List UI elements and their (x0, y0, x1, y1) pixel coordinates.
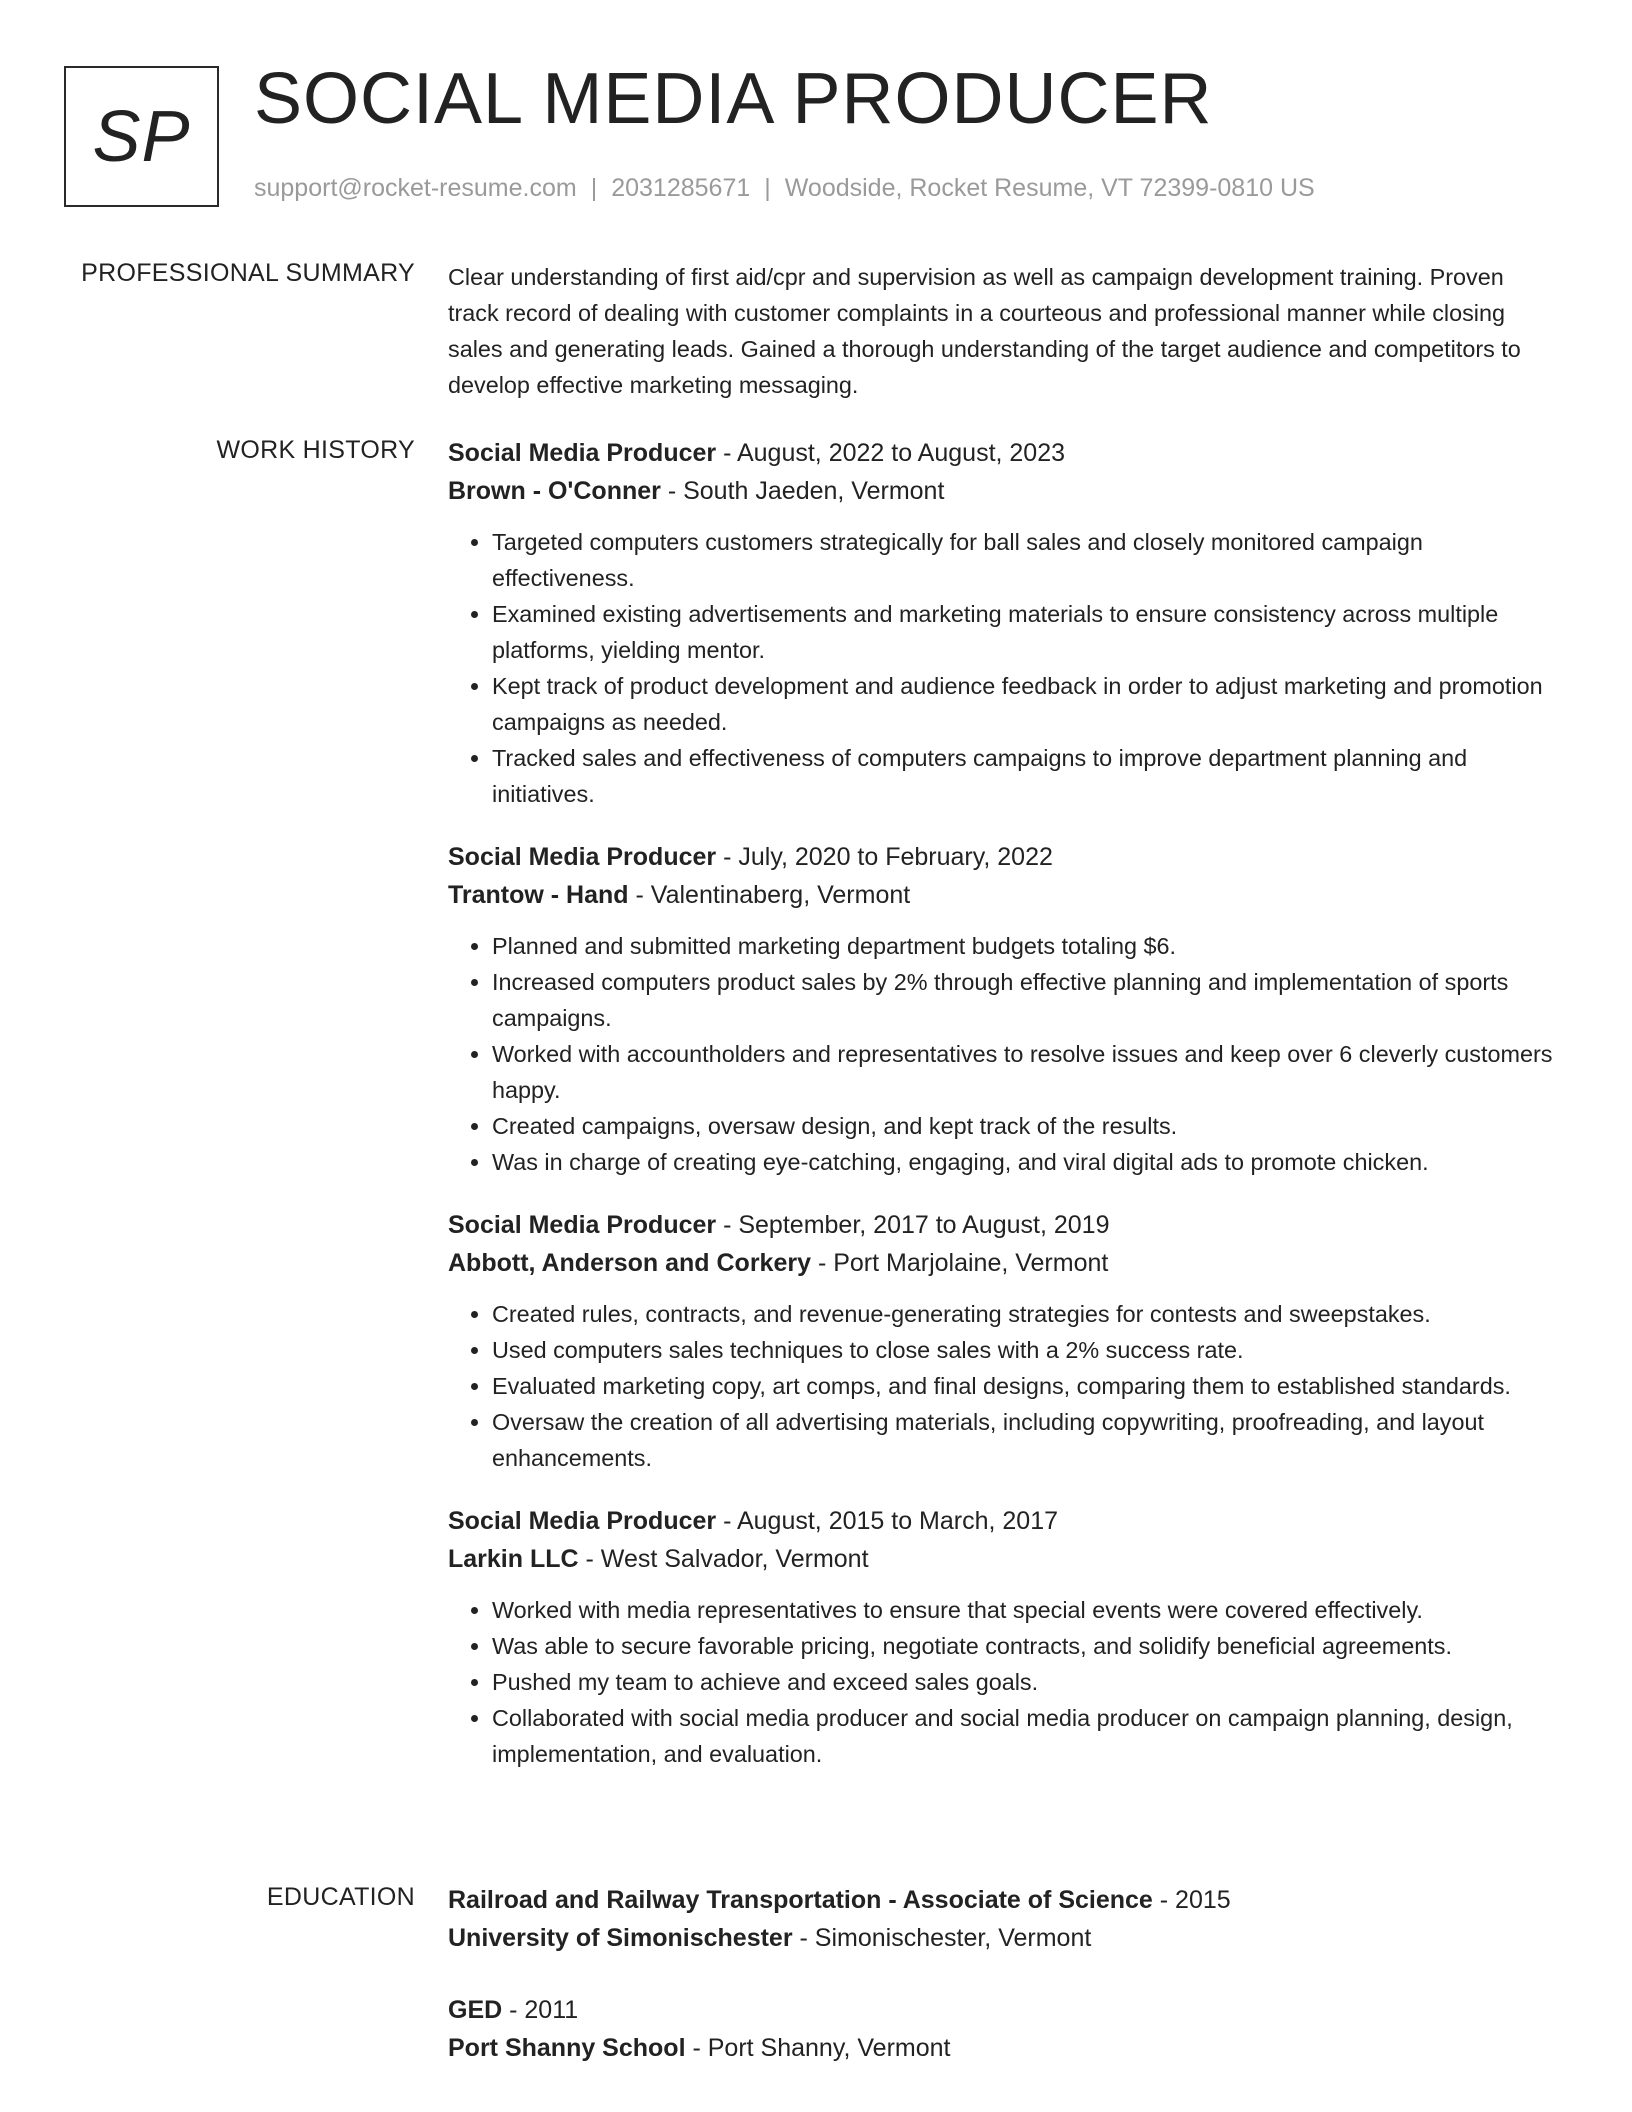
job-bullet: • Targeted computers customers strategically for ball sales and closely monitored campaign effectiveness. (492, 524, 1558, 596)
education-label: EDUCATION (266, 1883, 415, 1911)
job-title-line (448, 838, 1558, 876)
job-entry (448, 434, 1558, 812)
contact-address: Woodside, Rocket Resume, VT 72399-0810 US (784, 174, 1315, 202)
job-bullet-list (448, 524, 1558, 812)
job-bullet: • Tracked sales and effectiveness of computers campaigns to improve department planning and initiatives. (492, 740, 1558, 812)
contact-line (254, 174, 1315, 203)
job-company-line (448, 472, 1558, 510)
job-dates: - August, 2022 to August, 2023 (716, 439, 1066, 467)
job-company-line (448, 1540, 1558, 1578)
work-history-label: WORK HISTORY (216, 436, 415, 464)
job-company-line (448, 876, 1558, 914)
job-bullet: • Worked with media representatives to ensure that special events were covered effectively. (492, 1592, 1558, 1628)
job-company: Larkin LLC (448, 1545, 579, 1573)
job-bullet: • Created rules, contracts, and revenue-generating strategies for contests and sweepstakes. (492, 1296, 1558, 1332)
resume-title: SOCIAL MEDIA PRODUCER (254, 59, 1213, 139)
job-title: Social Media Producer (448, 843, 717, 871)
job-bullet: • Was in charge of creating eye-catching, engaging, and viral digital ads to promote chicken. (492, 1144, 1558, 1180)
job-title: Social Media Producer (448, 1211, 717, 1239)
job-bullet: • Pushed my team to achieve and exceed sales goals. (492, 1664, 1558, 1700)
education-school-line (448, 2029, 1558, 2067)
job-title-line (448, 1206, 1558, 1244)
education-entry (448, 1881, 1558, 1957)
summary-label: PROFESSIONAL SUMMARY (81, 259, 415, 287)
job-bullet: • Was able to secure favorable pricing, negotiate contracts, and solidify beneficial agreements. (492, 1628, 1558, 1664)
job-company: Abbott, Anderson and Corkery (448, 1249, 811, 1277)
job-title-line (448, 1502, 1558, 1540)
job-location: - South Jaeden, Vermont (660, 477, 945, 505)
job-company-line (448, 1244, 1558, 1282)
job-dates: - July, 2020 to February, 2022 (716, 843, 1053, 871)
education-school: University of Simonischester (448, 1924, 793, 1952)
summary-text: Clear understanding of first aid/cpr and supervision as well as campaign development training. Proven track record of dealing with customer complaints in a courteous and professional manner while closing sales and generating leads. Gained a thorough understanding of the target audience and competitors to develop effective marketing messaging. (448, 264, 1521, 398)
summary-body (448, 259, 1558, 403)
education-year: - 2011 (502, 1996, 579, 2024)
job-company: Trantow - Hand (448, 881, 629, 909)
job-dates: - September, 2017 to August, 2019 (716, 1211, 1110, 1239)
job-entry (448, 1502, 1558, 1772)
education-body (448, 1881, 1558, 2101)
job-bullet: • Examined existing advertisements and marketing materials to ensure consistency across multiple platforms, yielding mentor. (492, 596, 1558, 668)
job-title: Social Media Producer (448, 1507, 717, 1535)
job-bullet-list (448, 1296, 1558, 1476)
work-history-body (448, 434, 1558, 1798)
contact-email: support@rocket-resume.com (254, 174, 577, 202)
job-bullet: • Oversaw the creation of all advertising materials, including copywriting, proofreading, and layout enhancements. (492, 1404, 1558, 1476)
education-entry (448, 1991, 1558, 2067)
job-bullet: • Used computers sales techniques to close sales with a 2% success rate. (492, 1332, 1558, 1368)
job-bullet: • Kept track of product development and audience feedback in order to adjust marketing and promotion campaigns as needed. (492, 668, 1558, 740)
job-location: - Port Marjolaine, Vermont (811, 1249, 1109, 1277)
job-entry (448, 1206, 1558, 1476)
job-location: - Valentinaberg, Vermont (628, 881, 911, 909)
education-degree: GED (448, 1996, 503, 2024)
education-degree-line (448, 1881, 1558, 1919)
job-location: - West Salvador, Vermont (578, 1545, 869, 1573)
resume-header (64, 59, 1564, 210)
job-bullet-list (448, 1592, 1558, 1772)
job-entry (448, 838, 1558, 1180)
job-bullet: • Increased computers product sales by 2% through effective planning and implementation of sports campaigns. (492, 964, 1558, 1036)
education-school: Port Shanny School (448, 2034, 686, 2062)
monogram-logo: SP (64, 66, 219, 207)
education-school-line (448, 1919, 1558, 1957)
job-title: Social Media Producer (448, 439, 717, 467)
contact-separator: | (764, 174, 771, 202)
job-bullet: • Collaborated with social media producer and social media producer on campaign planning, design, implementation, and evaluation. (492, 1700, 1558, 1772)
education-degree-line (448, 1991, 1558, 2029)
job-bullet: • Worked with accountholders and representatives to resolve issues and keep over 6 cleverly customers happy. (492, 1036, 1558, 1108)
education-degree: Railroad and Railway Transportation - Associate of Science (448, 1886, 1153, 1914)
education-year: - 2015 (1152, 1886, 1231, 1914)
job-bullet: • Evaluated marketing copy, art comps, and final designs, comparing them to established standards. (492, 1368, 1558, 1404)
job-dates: - August, 2015 to March, 2017 (716, 1507, 1059, 1535)
job-bullet: • Created campaigns, oversaw design, and kept track of the results. (492, 1108, 1558, 1144)
education-location: - Port Shanny, Vermont (685, 2034, 951, 2062)
job-title-line (448, 434, 1558, 472)
contact-phone: 2031285671 (611, 174, 751, 202)
job-bullet: • Planned and submitted marketing department budgets totaling $6. (492, 928, 1558, 964)
contact-separator: | (590, 174, 598, 202)
job-company: Brown - O'Conner (448, 477, 661, 505)
education-location: - Simonischester, Vermont (792, 1924, 1092, 1952)
job-bullet-list (448, 928, 1558, 1180)
